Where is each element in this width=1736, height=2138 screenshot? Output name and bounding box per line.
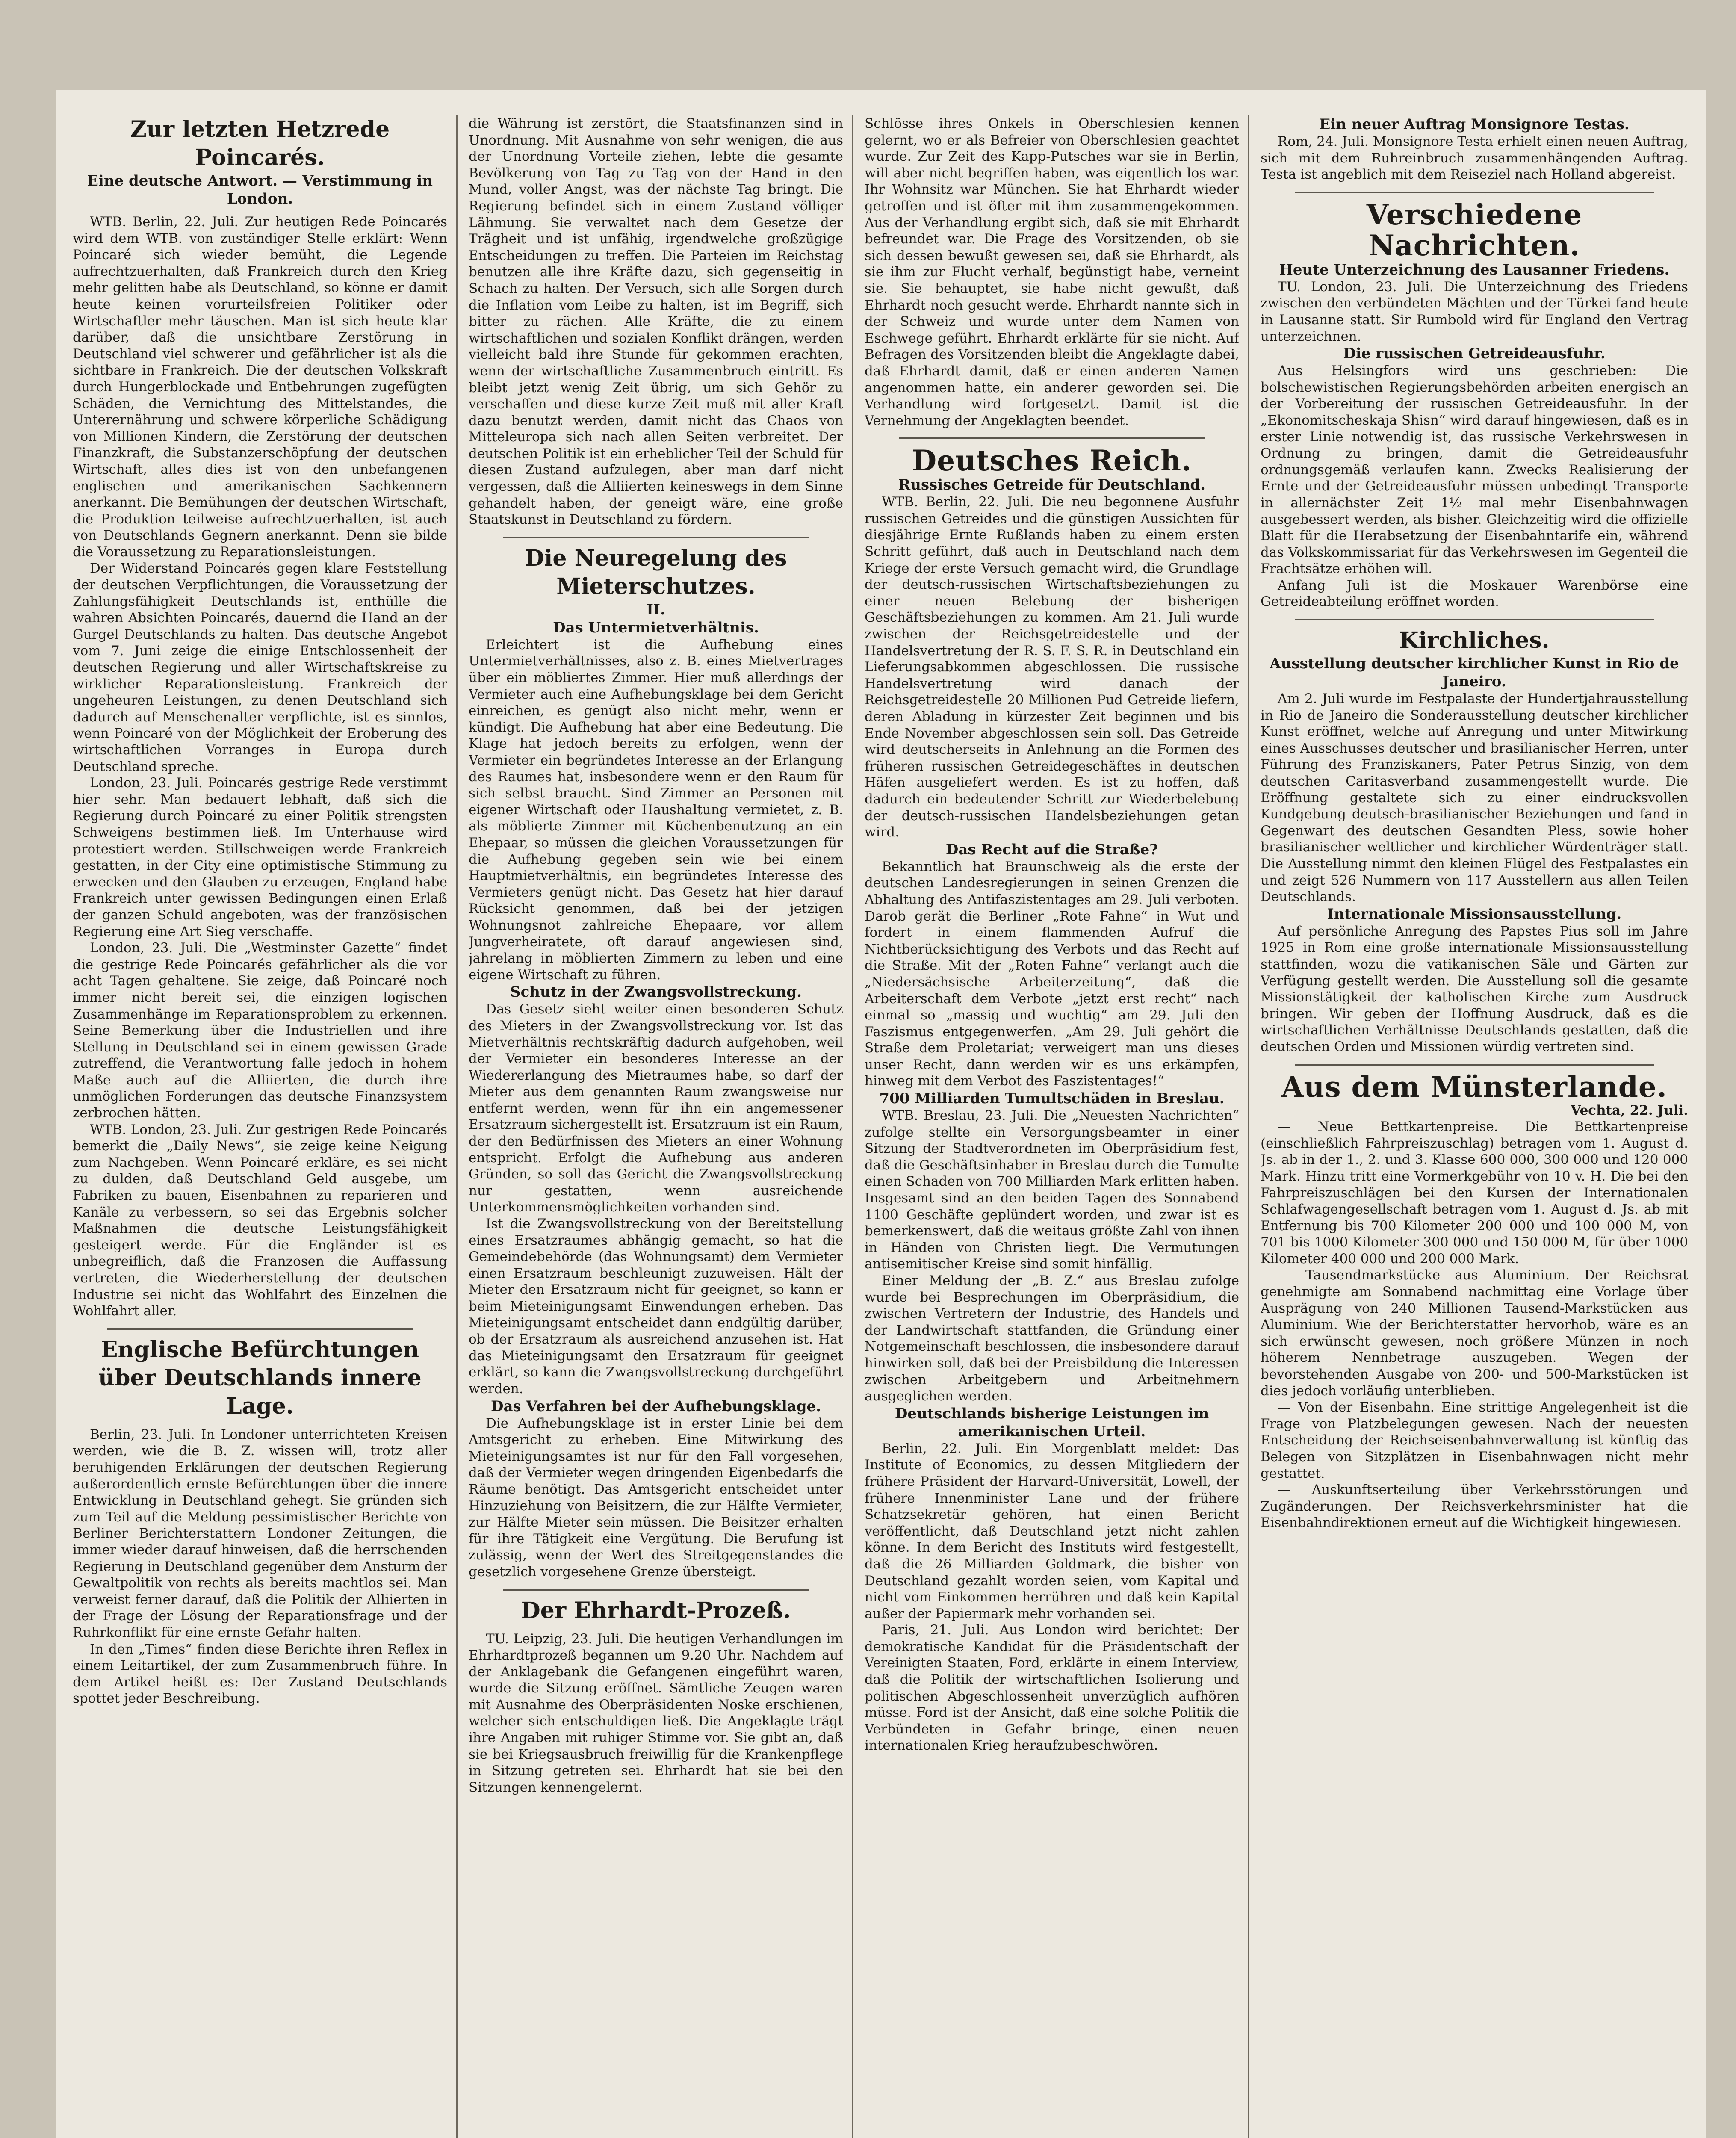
- newspaper-page: [56, 90, 1706, 2138]
- article-separator: [1295, 619, 1654, 620]
- article-paragraph: Erleichtert ist die Aufhebung eines Untermietverhältnisses, also z. B. eines Mietvertrages über ein möbliertes Zimmer. Hier muß allerdings der Vermieter auch eine Aufhebungsklage bei dem Gericht einreichen, es genügt also nicht mehr, wenn er kündigt. Die Aufhebung hat aber eine Bedeutung. Die Klage hat jedoch bereits zu erfolgen, wenn der Vermieter ein begründetes Interesse an der Erlangung des Raumes hat, insbesondere wenn er den Raum für sich selbst braucht. Sind Zimmer an Personen mit eigener Wirtschaft oder Haushaltung vermietet, z. B. als möblierte Zimmer mit Küchenbenutzung an ein Ehepaar, so müssen die gleichen Voraussetzungen für die Aufhebung gegeben sein wie bei einem Hauptmietverhältnis, ein begründetes Interesse des Vermieters genügt nicht. Das Gesetz hat hier darauf Rücksicht genommen, daß bei der jetzigen Wohnungsnot zahlreiche Ehepaare, vor allem Jungverheiratete, oft darauf angewiesen sind, jahrelang in möblierten Zimmern zu leben und eine eigene Wirtschaft zu führen.: [469, 637, 843, 983]
- article-paragraph: London, 23. Juli. Die „Westminster Gazette“ findet die gestrige Rede Poincarés gefährlicher als die vor acht Tagen gehaltene. Sie zeige, daß Poincaré noch immer nicht bereit sei, die einzigen logischen Zusammenhänge im Reparationsproblem zu erkennen. Seine Bemerkung über die Industriellen und ihre Stellung in Deutschland sei in einem gewissen Grade zutreffend, die Verantwortung falle jedoch in hohem Maße auch auf die Alliierten, die durch ihre unmöglichen Forderungen das deutsche Finanzsystem zerbrochen hätten.: [73, 940, 447, 1121]
- headline-verschiedene-nachrichten: Verschiedene Nachrichten.: [1366, 198, 1582, 262]
- section-heading: Das Untermietverhältnis.: [553, 619, 759, 636]
- section-heading: Das Recht auf die Straße?: [945, 841, 1158, 858]
- article-paragraph: Am 2. Juli wurde im Festpalaste der Hundertjahrausstellung in Rio de Janeiro die Sonderausstellung deutscher kirchlicher Kunst eröffnet, welche auf Anregung und unter Mitwirkung eines Ausschusses deutscher und brasilianischer Herren, unter Führung des Franziskaners, Pater Petrus Sinzig, von dem deutschen Caritasverband zusammengestellt wurde. Die Eröffnung gestaltete sich zu einer eindrucksvollen Kundgebung deutsch-brasilianischer Beziehungen und fand in Gegenwart des deutschen Gesandten Pless, sowie hoher brasilianischer weltlicher und kirchlicher Würdenträger statt. Die Ausstellung nimmt den kleinen Flügel des Festpalastes ein und zeigt 526 Nummern von 117 Ausstellern aus allen Teilen Deutschlands.: [1261, 691, 1688, 905]
- article-paragraph: WTB. Breslau, 23. Juli. Die „Neuesten Nachrichten“ zufolge stellte ein Versorgungsbeamter in einer Sitzung der Stadtverordneten im Oberpräsidium fest, daß die Geschäftsinhaber in Breslau durch die Tumulte einen Schaden von 700 Milliarden Mark erlitten haben. Insgesamt sind an den beiden Tagen des Sonnabend 1100 Geschäfte geplündert worden, und zwar ist es bemerkenswert, daß die weitaus größte Zahl von ihnen in Händen von Christen liegt. Die Vermutungen antisemitischer Kreise sind somit hinfällig.: [865, 1108, 1239, 1272]
- section-heading: 700 Milliarden Tumultschäden in Breslau.: [879, 1090, 1225, 1107]
- article-paragraph: Berlin, 23. Juli. In Londoner unterrichteten Kreisen werden, wie die B. Z. wissen will, trotz aller beruhigenden Erklärungen der deutschen Regierung außerordentlich ernste Befürchtungen über die innere Entwicklung in Deutschland gehegt. Sie gründen sich zum Teil auf die Meldung pessimistischer Berichte von Berliner Berichterstattern Londoner Zeitungen, die immer wieder darauf hinweisen, daß die herrschenden Regierung in Deutschland gegenüber dem Ansturm der Gewaltpolitik von rechts als bereits machtlos sei. Man verweist ferner darauf, daß die Politik der Alliierten in der Frage der Lösung der Reparationsfrage und der Ruhrkonflikt für eine ernste Gefahr halten.: [73, 1426, 447, 1640]
- article-separator: [1295, 192, 1654, 193]
- article-paragraph: Bekanntlich hat Braunschweig als die erste der deutschen Landesregierungen in seinen Grenzen die Abhaltung des Antifaszistentages am 29. Juli verboten. Darob gerät die Berliner „Rote Fahne“ in Wut und fordert in einem flammenden Aufruf die Nichtberücksichtigung des Verbots und das Recht auf die Straße. Mit der „Roten Fahne“ verlangt auch die „Niedersächsische Arbeiterzeitung“, daß die Arbeiterschaft dem Verbote „jetzt erst recht“ nach einmal so „massig und wuchtig“ am 29. Juli den Faszismus entgegenwerfen. „Am 29. Juli gehört die Straße dem Proletariat; verweigert man uns dieses unser Recht, dann werden wir es uns erkämpfen, hinweg mit dem Verbot des Faszistentages!“: [865, 859, 1239, 1089]
- column-rule: [852, 115, 853, 2138]
- section-heading: Deutschlands bisherige Leistungen im amerikanischen Urteil.: [895, 1405, 1209, 1440]
- article-paragraph: die Währung ist zerstört, die Staatsfinanzen sind in Unordnung. Mit Ausnahme von sehr wenigen, die aus der Unordnung Vorteile ziehen, lebte die gesamte Bevölkerung von Tag zu Tag von der Hand in den Mund, voller Angst, was der nächste Tag bringt. Die Regierung befindet sich in einem Zustand völliger Lähmung. Sie verwaltet nach dem Gesetze der Trägheit und ist unfähig, irgendwelche großzügige Entscheidungen zu treffen. Die Parteien im Reichstag benutzen alle ihre Kräfte dazu, sich gegenseitig in Schach zu halten. Der Versuch, sich alle Sorgen durch die Inflation vom Leibe zu halten, ist im Begriff, sich bitter zu rächen. Alle Kräfte, die zu einem wirtschaftlichen und sozialen Konflikt drängen, werden vielleicht bald ihre Stunde für gekommen erachten, wenn der wirtschaftliche Zusammenbruch eintritt. Es bleibt jetzt wenig Zeit übrig, um sich Gehör zu verschaffen und diese kurze Zeit muß mit aller Kraft dazu benutzt werden, damit nicht das Chaos von Mitteleuropa sich nach allen Seiten verbreitet. Der deutschen Politik ist ein erheblicher Teil der Schuld für diesen Zustand aufzulegen, aber man darf nicht vergessen, daß die Alliierten keineswegs in dem Sinne gehandelt haben, der geneigt wäre, eine große Staatskunst in Deutschland zu fördern.: [469, 116, 843, 528]
- article-paragraph: Der Widerstand Poincarés gegen klare Feststellung der deutschen Verpflichtungen, die Voraussetzung der Zahlungsfähigkeit Deutschlands ist, enthülle die wahren Absichten Poincarés, dauernd die Hand an der Gurgel Deutschlands zu halten. Das deutsche Angebot vom 7. Juni zeige die einige Entschlossenheit der deutschen Regierung und aller Wirtschaftskreise zu wirklicher Reparationsleistung. Frankreich der ungeheuren Leistungen, zu denen Deutschland sich dadurch auf Menschenalter verpflichte, ist es sinnlos, wenn Poincaré von der Möglichkeit der Eroberung des wirtschaftlichen Vorranges in Europa durch Deutschland spreche.: [73, 561, 447, 774]
- article-paragraph: — Auskunftserteilung über Verkehrsstörungen und Zugänderungen. Der Reichsverkehrsminister hat die Eisenbahndirektionen erneut auf die Wichtigkeit hingewiesen.: [1261, 1482, 1688, 1531]
- article-paragraph: WTB. Berlin, 22. Juli. Die neu begonnene Ausfuhr russischen Getreides und die günstigen Aussichten für diesjährige Ernte Rußlands haben zu einem ersten Schritt geführt, daß auch in Deutschland nach dem Kriege der erste Versuch gemacht wird, die Grundlage der deutsch-russischen Wirtschaftsbeziehungen zu einer neuen Belebung der bisherigen Geschäftsbeziehungen zu kommen. Am 21. Juli wurde zwischen der Reichsgetreidestelle und der Handelsvertretung der R. S. F. S. R. in Deutschland ein Lieferungsabkommen abgeschlossen. Die russische Handelsvertretung wird danach der Reichsgetreidestelle 20 Millionen Pud Getreide liefern, deren Abladung in kürzester Zeit beginnen und bis Ende November abgeschlossen sein soll. Das Getreide wird deutscherseits in Anlehnung an die Formen des früheren russischen Getreidegeschäftes in deutschen Häfen ausgeliefert werden. Es ist zu hoffen, daß dadurch ein bedeutender Schritt zur Wiederbelebung der deutsch-russischen Handelsbeziehungen getan wird.: [865, 494, 1239, 840]
- article-paragraph: Anfang Juli ist die Moskauer Warenbörse eine Getreideabteilung eröffnet worden.: [1261, 577, 1688, 610]
- column-rule: [456, 115, 458, 2138]
- article-paragraph: Das Gesetz sieht weiter einen besonderen Schutz des Mieters in der Zwangsvollstreckung vor. Ist das Mietverhältnis rechtskräftig dadurch aufgehoben, weil der Vermieter ein besonderes Interesse an der Wiedererlangung des Mietraumes habe, so darf der Mieter aus dem genannten Raum zwangsweise nur entfernt werden, wenn für ihn ein angemessener Ersatzraum sichergestellt ist. Ersatzraum ist ein Raum, der den Bedürfnissen des Mieters an einer Wohnung entspricht. Erfolgt die Aufhebung aus anderen Gründen, so soll das Gericht die Zwangsvollstreckung nur gestatten, wenn ausreichende Unterkommensmöglichkeiten vorhanden sind.: [469, 1001, 843, 1215]
- headline-ehrhardt-prozess: Der Ehrhardt-Prozeß.: [521, 1597, 791, 1624]
- section-heading: Internationale Missionsausstellung.: [1327, 905, 1622, 923]
- headline-mieterschutz: Die Neuregelung des Mieterschutzes.: [525, 545, 787, 599]
- article-paragraph: Schlösse ihres Onkels in Oberschlesien kennen gelernt, wo er als Befreier von Oberschlesien geachtet wurde. Zur Zeit des Kapp-Putsches war sie in Berlin, will aber nicht begriffen haben, was eigentlich los war. Ihr Wohnsitz war München. Sie hat Ehrhardt wieder getroffen und ist öfter mit ihm zusammengekommen. Aus der Verhandlung ergibt sich, daß sie mit Ehrhardt befreundet war. Die Frage des Vorsitzenden, ob sie sich dessen bewußt gewesen sei, daß sie Ehrhardt, als sie ihm zur Flucht verhalf, begünstigt habe, verneint sie. Sie behauptet, sie habe nicht gewußt, daß Ehrhardt noch gesucht werde. Ehrhardt nannte sich in der Schweiz und wurde unter dem Namen von Eschwege geführt. Ehrhardt erklärte für sie nicht. Auf Befragen des Vorsitzenden bleibt die Angeklagte dabei, daß Ehrhardt damit, daß er einen anderen Namen angenommen hatte, ein anderer geworden sei. Die Verhandlung wird fortgesetzt. Damit ist die Vernehmung der Angeklagten beendet.: [865, 116, 1239, 428]
- article-paragraph: TU. Leipzig, 23. Juli. Die heutigen Verhandlungen im Ehrhardtprozeß begannen um 9.20 Uhr. Nachdem auf der Anklagebank die Gefangenen eingeführt waren, wurde die Sitzung eröffnet. Sämtliche Zeugen waren mit Ausnahme des Oberpräsidenten Noske erschienen, welcher sich entschuldigen ließ. Die Angeklagte trägt ihre Angaben mit ruhiger Stimme vor. Sie gibt an, daß sie bei Kriegsausbruch freiwillig für die Krankenpflege in Sitzung getreten sei. Ehrhardt hat sie bei den Sitzungen kennengelernt.: [469, 1631, 843, 1795]
- section-heading: Das Verfahren bei der Aufhebungsklage.: [490, 1397, 821, 1415]
- article-paragraph: Aus Helsingfors wird uns geschrieben: Die bolschewistischen Regierungsbehörden arbeiten energisch an der Vorbereitung der russischen Getreideausfuhr. In der „Ekonomitscheskaja Shisn“ wird darauf hingewiesen, daß es in erster Linie notwendig ist, das russische Verkehrswesen in Ordnung zu bringen, damit die Getreideausfuhr ordnungsgemäß verlaufen kann. Zwecks Realisierung der Ernte und der Getreideausfuhr müssen unbedingt Transporte in allernächster Zeit 1½ mal mehr Eisenbahnwagen ausgebessert werden, als bisher. Gleichzeitig wird die offizielle Blatt für die Herabsetzung der Eisenbahntarife ein, während das Volkskommissariat für das Verkehrswesen im Gegenteil die Frachtsätze erhöhen will.: [1261, 363, 1688, 577]
- article-separator: [899, 437, 1205, 439]
- article-paragraph: In den „Times“ finden diese Berichte ihren Reflex in einem Leitartikel, der zum Zusammenbruch führe. In dem Artikel heißt es: Der Zustand Deutschlands spottet jeder Beschreibung.: [73, 1641, 447, 1707]
- article-separator: [503, 1589, 809, 1591]
- article-paragraph: London, 23. Juli. Poincarés gestrige Rede verstimmt hier sehr. Man bedauert lebhaft, daß sich die Regierung durch Poincaré zu einer Politik strengsten Schweigens bestimmen ließ. Im Unterhause wird protestiert werden. Stillschweigen werde Frankreich gestatten, in der City eine optimistische Stimmung zu erwecken und den Glauben zu erzeugen, England habe Frankreich unter gewissen Bedingungen einen Erlaß der ganzen Schuld angeboten, was der französischen Regierung eine Art Sieg verschaffe.: [73, 775, 447, 939]
- article-paragraph: Ist die Zwangsvollstreckung von der Bereitstellung eines Ersatzraumes abhängig gemacht, so hat die Gemeindebehörde (das Wohnungsamt) dem Vermieter einen Ersatzraum beschleunigt zuzuweisen. Hält der Mieter den Ersatzraum nicht für geeignet, so kann er beim Mieteinigungsamt Einwendungen erheben. Das Mieteinigungsamt entscheidet dann endgültig darüber, ob der Ersatzraum als ausreichend anzusehen ist. Hat das Mieteinigungsamt den Ersatzraum für geeignet erklärt, so kann die Zwangsvollstreckung durchgeführt werden.: [469, 1216, 843, 1397]
- article-paragraph: Rom, 24. Juli. Monsignore Testa erhielt einen neuen Auftrag, sich mit dem Ruhreinbruch zusammenhängenden Auftrag. Testa ist angeblich mit dem Reiseziel nach Holland abgereist.: [1261, 134, 1688, 183]
- article-part-number: II.: [647, 601, 665, 618]
- column-rule: [1248, 115, 1249, 2138]
- column-3: [865, 115, 1239, 2138]
- column-2: [469, 115, 843, 2138]
- article-paragraph: TU. London, 23. Juli. Die Unterzeichnung des Friedens zwischen den verbündeten Mächten und der Türkei fand heute in Lausanne statt. Sir Rumbold wird für England den Vertrag unterzeichnen.: [1261, 279, 1688, 344]
- article-paragraph: Paris, 21. Juli. Aus London wird berichtet: Der demokratische Kandidat für die Präsidentschaft der Vereinigten Staaten, Ford, erklärte in einem Interview, daß die Politik der wirtschaftlichen Isolierung und politischen Abgeschlossenheit unverzüglich aufhören müsse. Ford ist der Ansicht, daß eine solche Politik die Verbündeten in Gefahr bringe, einen neuen internationalen Krieg heraufzubeschwören.: [865, 1622, 1239, 1754]
- section-heading: Heute Unterzeichnung des Lausanner Friedens.: [1279, 261, 1670, 278]
- section-heading: Die russischen Getreideausfuhr.: [1343, 345, 1606, 363]
- article-paragraph: Einer Meldung der „B. Z.“ aus Breslau zufolge wurde bei Besprechungen im Oberpräsidium, die zwischen Vertretern der Industrie, des Handels und der Landwirtschaft stattfanden, die Gründung einer Notgemeinschaft beschlossen, die insbesondere darauf hinwirken soll, daß bei der Preisbildung die Interessen zwischen Arbeitgebern und Arbeitnehmern ausgeglichen werden.: [865, 1273, 1239, 1404]
- article-paragraph: Auf persönliche Anregung des Papstes Pius soll im Jahre 1925 in Rom eine große internationale Missionsausstellung stattfinden, wozu die vatikanischen Säle und Gärten zur Verfügung gestellt werden. Die Ausstellung soll die gesamte Missionstätigkeit der katholischen Kirche zum Ausdruck bringen. Wir geben der Hoffnung Ausdruck, daß es die wirtschaftlichen Verhältnisse Deutschlands gestatten, daß die deutschen Orden und Missionen würdig vertreten sind.: [1261, 923, 1688, 1054]
- headline-englische-befuerchtungen: Englische Befürchtungen über Deutschlands innere Lage.: [98, 1336, 422, 1419]
- headline-monsignore-testa: Ein neuer Auftrag Monsignore Testas.: [1319, 116, 1630, 133]
- subheadline-poincare: Eine deutsche Antwort. — Verstimmung in London.: [87, 172, 433, 207]
- article-paragraph: — Neue Bettkartenpreise. Die Bettkartenpreise (einschließlich Fahrpreiszuschlag) betragen vom 1. August d. Js. ab in der 1., 2. und 3. Klasse 600 000, 300 000 und 120 000 Mark. Hinzu tritt eine Vormerkgebühr von 10 v. H. Die bei den Fahrpreiszuschlägen bei den Kursen der Internationalen Schlafwagengesellschaft betragen vom 1. August d. Js. ab mit Entfernung bis 700 Kilometer 200 000 und 100 000 M, von 701 bis 1000 Kilometer 300 000 und 150 000 M, für über 1000 Kilometer 400 000 und 200 000 Mark.: [1261, 1119, 1688, 1267]
- column-4: [1261, 115, 1688, 2138]
- article-paragraph: WTB. London, 23. Juli. Zur gestrigen Rede Poincarés bemerkt die „Daily News“, sie zeige keine Neigung zum Nachgeben. Wenn Poincaré erkläre, es sei nicht zu dulden, daß Deutschland Geld ausgebe, um Fabriken zu bauen, Eisenbahnen zu reparieren und Kanäle zu verbessern, so sei das Ergebnis solcher Maßnahmen die deutsche Leistungsfähigkeit gesteigert werde. Für die Engländer ist es unbegreiflich, daß die Franzosen die Auffassung vertreten, die Wiederherstellung der deutschen Industrie sei nicht das Wohlfahrt des Einzelnen die Wohlfahrt aller.: [73, 1122, 447, 1319]
- article-paragraph: Die Aufhebungsklage ist in erster Linie bei dem Amtsgericht zu erheben. Eine Mitwirkung des Mieteinigungsamtes ist nur für den Fall vorgesehen, daß der Vermieter wegen dringenden Eigenbedarfs die Räume benötigt. Das Amtsgericht entscheidet unter Hinzuziehung von Beisitzern, die zur Hälfte Vermieter, zur Hälfte Mieter sein müssen. Die Beisitzer erhalten für ihre Tätigkeit eine Vergütung. Die Berufung ist zulässig, wenn der Wert des Streitgegenstandes die gesetzlich vorgesehene Grenze übersteigt.: [469, 1415, 843, 1580]
- section-heading: Schutz in der Zwangsvollstreckung.: [510, 983, 802, 1001]
- article-separator: [107, 1328, 413, 1330]
- dateline: Vechta, 22. Juli.: [1571, 1102, 1688, 1118]
- article-separator: [503, 537, 809, 538]
- article-paragraph: — Von der Eisenbahn. Eine strittige Angelegenheit ist die Frage von Platzbelegungen gewesen. Nach der neuesten Entscheidung der Reichseisenbahnverwaltung ist künftig das Belegen von Sitzplätzen in Eisenbahnwagen nicht mehr gestattet.: [1261, 1400, 1688, 1481]
- section-heading: Ausstellung deutscher kirchlicher Kunst in Rio de Janeiro.: [1270, 655, 1679, 691]
- article-paragraph: Berlin, 22. Juli. Ein Morgenblatt meldet: Das Institute of Economics, zu dessen Mitgliedern der frühere Präsident der Harvard-Universität, Lowell, der frühere Innenminister Lane und der frühere Schatzsekretär gehören, hat einen Bericht veröffentlicht, daß Deutschland jetzt nicht zahlen könne. In dem Bericht des Instituts wird festgestellt, daß die 26 Milliarden Goldmark, die bisher von Deutschland gezahlt worden seien, vom Kapital und nicht vom Einkommen herrühren und daß kein Kapital außer der Papiermark mehr vorhanden sei.: [865, 1441, 1239, 1621]
- headline-deutsches-reich: Deutsches Reich.: [912, 444, 1192, 478]
- headline-poincare: Zur letzten Hetzrede Poincarés.: [130, 116, 390, 171]
- column-1: [73, 115, 447, 2138]
- article-separator: [1295, 1064, 1654, 1066]
- headline-kirchliches: Kirchliches.: [1399, 627, 1550, 654]
- headline-aus-dem-muensterlande: Aus dem Münsterlande.: [1281, 1070, 1667, 1104]
- article-paragraph: — Tausendmarkstücke aus Aluminium. Der Reichsrat genehmigte am Sonnabend nachmittag eine Vorlage über Ausprägung von 240 Millionen Tausend-Markstücken aus Aluminium. Wie der Berichterstatter hervorhob, wäre es an sich erwünscht gewesen, noch größere Münzen in noch höherem Nennbetrage auszugeben. Wegen der bevorstehenden Ausgabe von 200- und 500-Markstücken ist dies jedoch vorläufig unterblieben.: [1261, 1267, 1688, 1399]
- article-paragraph: WTB. Berlin, 22. Juli. Zur heutigen Rede Poincarés wird dem WTB. von zuständiger Stelle erklärt: Wenn Poincaré sich wieder bemüht, die Legende aufrechtzuerhalten, daß Frankreich durch den Krieg mehr gelitten habe als Deutschland, so könne er damit heute keinen vorurteilsfreien Politiker oder Wirtschaftler mehr täuschen. Man ist sich heute klar darüber, daß die unsichtbare Zerstörung in Deutschland viel schwerer und gefährlicher ist als die sichtbare in Frankreich. Die der deutschen Volkskraft durch Hungerblockade und Entbehrungen zugefügten Schäden, die Vernichtung des Mittelstandes, die Unterernährung und schwere körperliche Schädigung von Millionen Kindern, die Zerstörung der deutschen Finanzkraft, die Substanzerschöpfung der deutschen Wirtschaft, alles dies ist von den unbefangenen englischen und amerikanischen Sachkennern anerkannt. Die Bemühungen der deutschen Wirtschaft, die Produktion teilweise aufrechtzuerhalten, ist auch von Deutschlands Gegnern anerkannt. Denn sie bilde die Voraussetzung zu Reparationsleistungen.: [73, 214, 447, 560]
- section-heading: Russisches Getreide für Deutschland.: [898, 476, 1205, 494]
